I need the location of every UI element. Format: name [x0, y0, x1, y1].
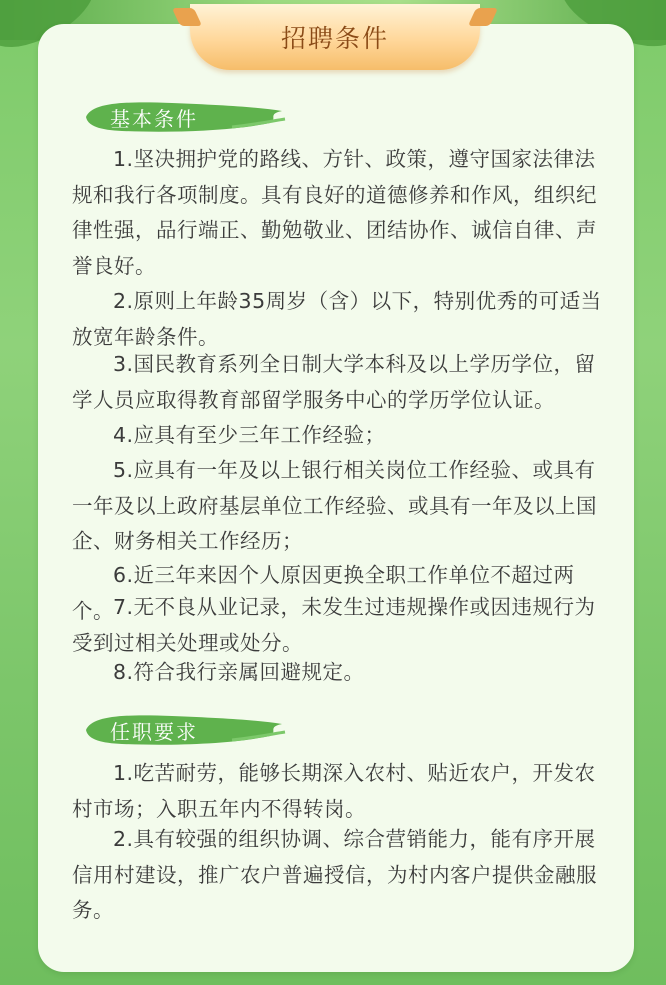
- section-heading-label: 任职要求: [110, 719, 198, 744]
- list-item: 6.近三年来因个人原因更换全职工作单位不超过两个。: [72, 563, 575, 623]
- list-item: 2.原则上年龄35周岁（含）以下，特别优秀的可适当放宽年龄条件。: [72, 289, 602, 349]
- page-title: 招聘条件: [280, 24, 389, 53]
- list-item: 3.国民教育系列全日制大学本科及以上学历学位，留学人员应取得教育部留学服务中心的学历学位认证。: [72, 352, 596, 412]
- section-heading-label: 基本条件: [110, 106, 198, 131]
- list-item: 1.坚决拥护党的路线、方针、政策，遵守国家法律法规和我行各项制度。具有良好的道德修养和作风，组织纪律性强，品行端正、勤勉敬业、团结协作、诚信自律、声誉良好。: [72, 147, 597, 278]
- list-item: 4.应具有至少三年工作经验；: [113, 423, 386, 447]
- list-item: 7.无不良从业记录，未发生过违规操作或因违规行为受到过相关处理或处分。: [72, 595, 596, 655]
- section-heading-requirements: [82, 710, 287, 750]
- title-banner: [190, 4, 480, 70]
- list-item: 5.应具有一年及以上银行相关岗位工作经验、或具有一年及以上政府基层单位工作经验、或具有一年及以上国企、财务相关工作经历；: [72, 458, 597, 553]
- list-item: 1.吃苦耐劳，能够长期深入农村、贴近农户，开发农村市场；入职五年内不得转岗。: [72, 761, 596, 821]
- list-item: 8.符合我行亲属回避规定。: [113, 660, 365, 684]
- list-item: 2.具有较强的组织协调、综合营销能力，能有序开展信用村建设，推广农户普遍授信，为村内客户提供金融服务。: [72, 827, 597, 922]
- section-heading-basic: [82, 97, 287, 137]
